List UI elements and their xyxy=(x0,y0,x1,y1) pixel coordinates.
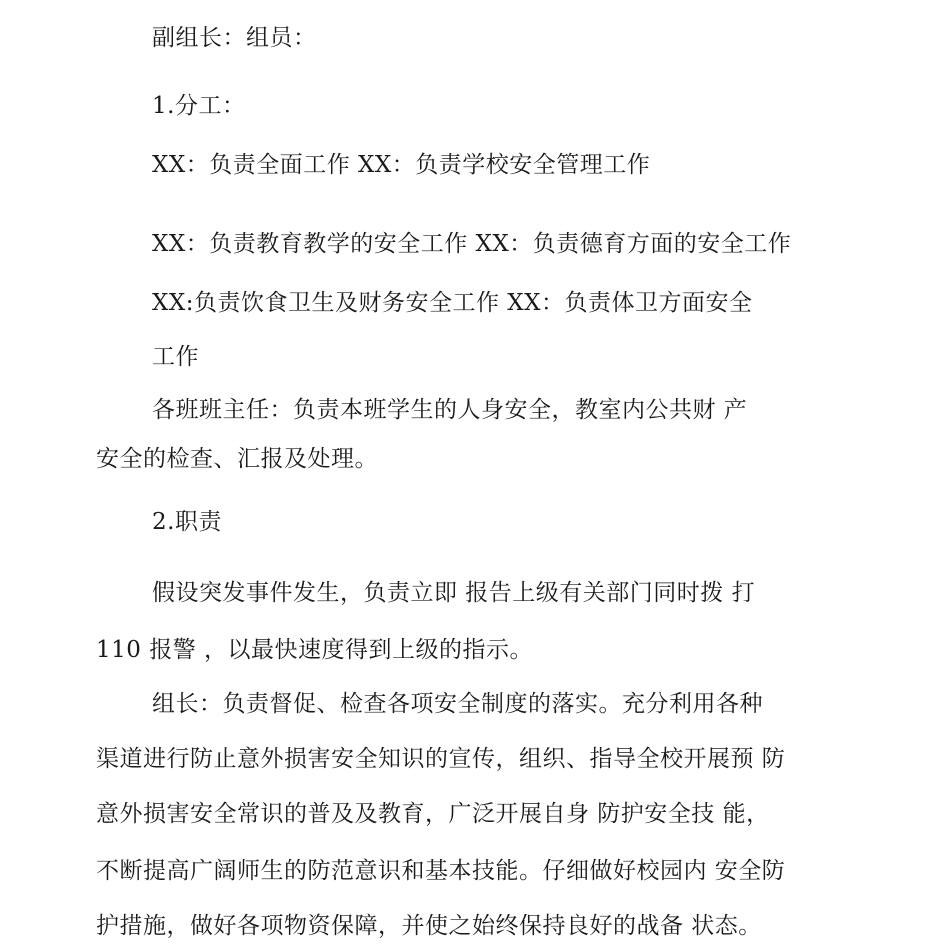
paragraph-line: XX：负责全面工作 XX：负责学校安全管理工作 xyxy=(152,152,651,178)
paragraph-line: 护措施，做好各项物资保障，并使之始终保持良好的战备 状态。 xyxy=(96,913,762,939)
deputy-leader-line: 副组长：组员： xyxy=(152,25,317,51)
paragraph-line: 安全的检查、汇报及处理。 xyxy=(96,446,378,472)
paragraph-line: XX:负责饮食卫生及财务安全工作 XX：负责体卫方面安全 xyxy=(152,290,753,316)
paragraph-line: 意外损害安全常识的普及及教育，广泛开展自身 防护安全技 能， xyxy=(96,801,770,827)
paragraph-line: 假设突发事件发生，负责立即 报告上级有关部门同时拨 打 xyxy=(152,580,756,606)
section-heading-division: 1.分工： xyxy=(152,93,246,119)
paragraph-line: XX：负责教育教学的安全工作 XX：负责德育方面的安全工作 xyxy=(152,231,792,257)
paragraph-line: 渠道进行防止意外损害安全知识的宣传，组织、指导全校开展预 防 xyxy=(96,746,786,772)
paragraph-line: 110 报警 ，以最快速度得到上级的指示。 xyxy=(96,637,534,663)
section-heading-duties: 2.职责 xyxy=(152,509,222,535)
paragraph-line: 组长：负责督促、检查各项安全制度的落实。充分利用各种 xyxy=(152,691,763,717)
paragraph-line: 工作 xyxy=(152,344,199,370)
paragraph-line: 各班班主任：负责本班学生的人身安全，教室内公共财 产 xyxy=(152,397,748,423)
paragraph-line: 不断提高广阔师生的防范意识和基本技能。仔细做好校园内 安全防 xyxy=(96,858,786,884)
